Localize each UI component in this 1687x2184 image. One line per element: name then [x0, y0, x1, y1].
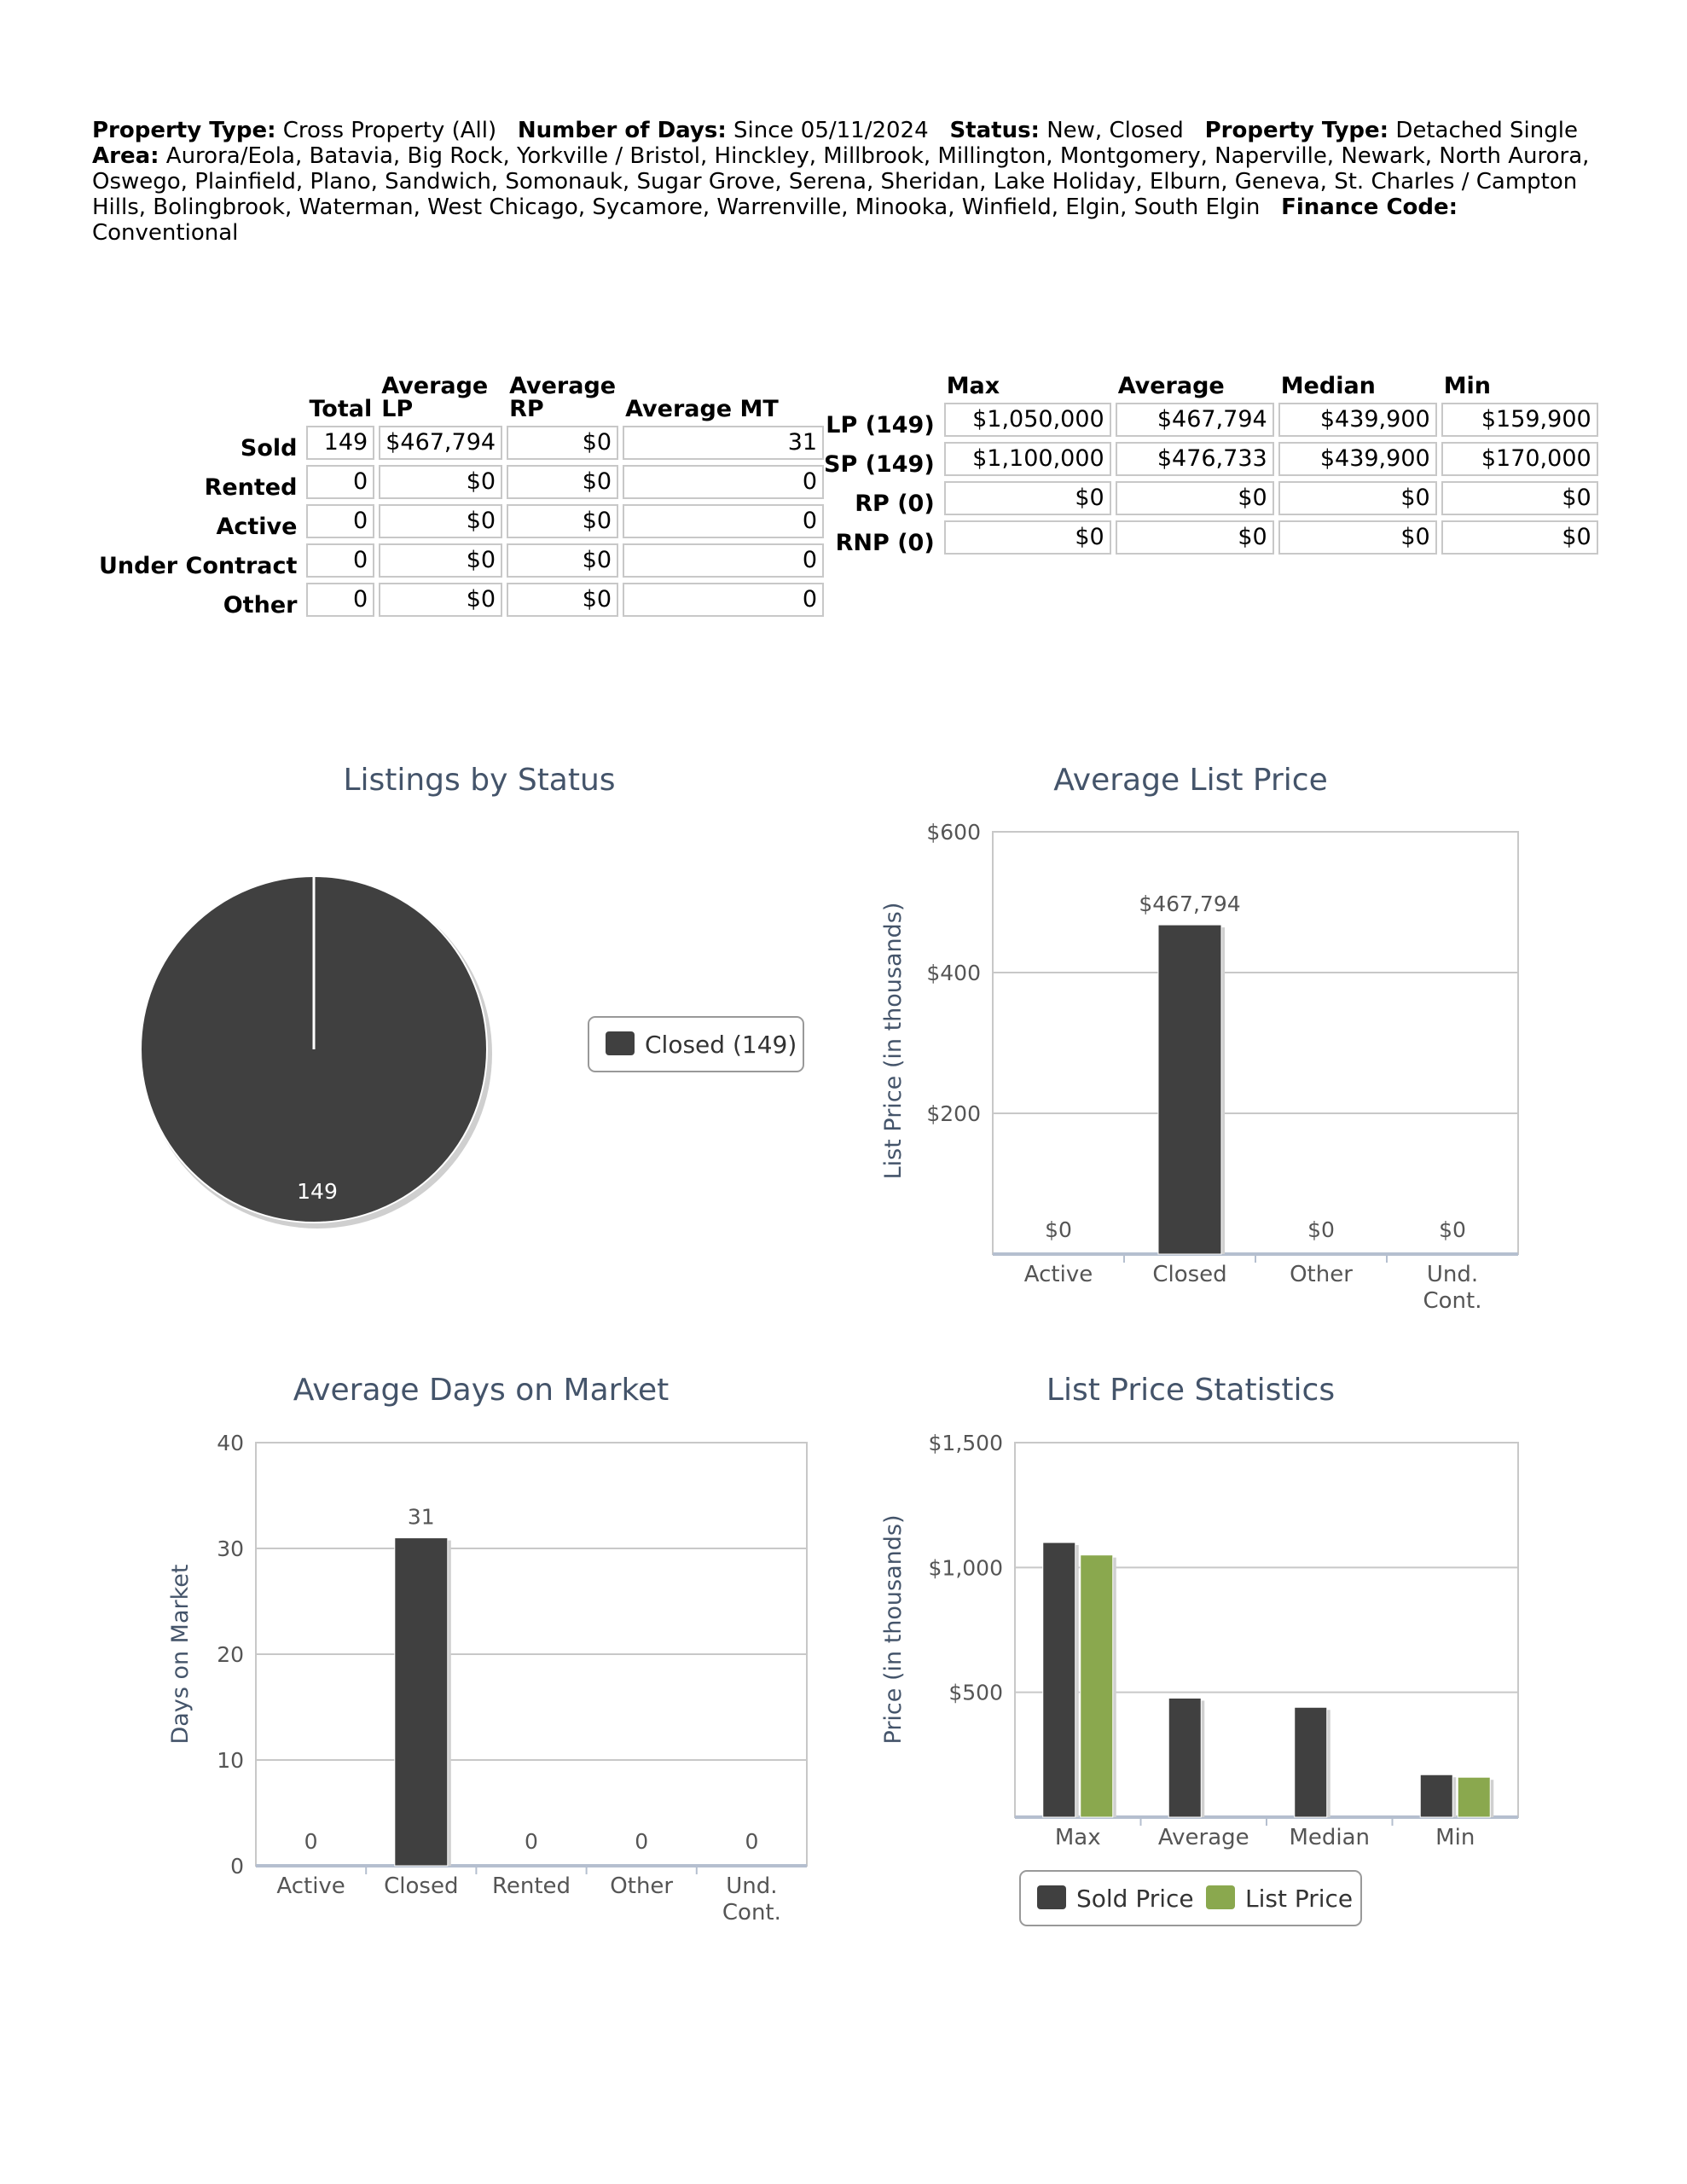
x-tick-label: Active — [1023, 1262, 1093, 1287]
average-list-price-chart — [853, 751, 1552, 1331]
table-cell: 0 — [623, 465, 824, 499]
table-cell: 0 — [306, 583, 374, 617]
table-cell: $1,050,000 — [944, 403, 1111, 437]
table-row — [96, 465, 824, 499]
legend-swatch — [1206, 1885, 1235, 1909]
table-cell: 0 — [306, 504, 374, 538]
table-cell: $0 — [507, 465, 618, 499]
x-tick-label: Und. Cont. — [1423, 1262, 1482, 1314]
x-tick-label: Other — [610, 1873, 674, 1899]
area-label: Area: — [92, 143, 159, 169]
y-tick-label: $200 — [926, 1101, 981, 1126]
summary-table — [92, 369, 828, 622]
status-label: Status: — [949, 118, 1040, 143]
y-axis-label: Price (in thousands) — [880, 1514, 907, 1745]
bar — [1420, 1774, 1452, 1817]
row-label: Under Contract — [99, 553, 298, 579]
data-label: 31 — [407, 1504, 435, 1530]
table-cell: $476,733 — [1116, 442, 1274, 476]
table-cell: $0 — [507, 426, 618, 460]
x-tick-label: Other — [1290, 1262, 1353, 1287]
chart-title: Listings by Status — [343, 763, 616, 798]
table-cell: $0 — [1441, 481, 1598, 515]
area-value: Aurora/Eola, Batavia, Big Rock, Yorkville / Bristol, Hinckley, Millbrook, Millington, Montgomery, Naperville, Newark, North Aurora, Oswego, Plainfield, Plano, Sandwich, Somonauk, Sugar Grove, Serena, Sheridan, Lake Holiday, Elburn, Geneva, St. Charles / Campton Hills, Bolingbrook, Waterman, West Chicago, Sycamore, Warrenville, Minooka, Winfield, Elgin, South Elgin — [92, 143, 1590, 220]
average-days-on-market-chart — [154, 1361, 836, 1949]
property-type-label: Property Type: — [92, 118, 276, 143]
table-cell: $1,100,000 — [944, 442, 1111, 476]
data-label: $0 — [1307, 1217, 1335, 1242]
x-tick-label: Min — [1435, 1825, 1475, 1850]
bar — [1043, 1542, 1075, 1817]
table-cell: $0 — [1441, 520, 1598, 555]
table-cell: $0 — [1278, 481, 1437, 515]
row-label: Other — [223, 592, 298, 619]
chart-title: Average Days on Market — [293, 1373, 670, 1408]
bar — [1158, 925, 1221, 1254]
data-label: 0 — [635, 1829, 649, 1854]
row-label: SP (149) — [824, 451, 935, 478]
chart-title: Average List Price — [1053, 763, 1328, 798]
row-label: Active — [216, 514, 298, 540]
days-value: Since 05/11/2024 — [733, 118, 929, 143]
x-tick-label: Active — [276, 1873, 345, 1899]
y-tick-label: $500 — [948, 1680, 1003, 1705]
property-type-value: Cross Property (All) — [282, 118, 497, 143]
table-row — [821, 442, 1598, 476]
legend-item: Sold Price — [1076, 1885, 1194, 1913]
search-criteria — [92, 118, 1610, 246]
table-cell: 149 — [306, 426, 374, 460]
y-tick-label: 10 — [217, 1748, 244, 1773]
table-cell: 0 — [306, 543, 374, 578]
row-label: Sold — [240, 435, 298, 462]
table-cell: $0 — [1278, 520, 1437, 555]
table-cell: $0 — [379, 504, 502, 538]
table-cell: $0 — [507, 543, 618, 578]
y-axis-label: List Price (in thousands) — [880, 902, 907, 1180]
table-cell: $0 — [1116, 520, 1274, 555]
summary-header: Average RP — [509, 373, 617, 422]
x-tick-label: Und. Cont. — [722, 1873, 781, 1926]
stats-header-row — [821, 375, 1598, 398]
y-tick-label: 30 — [217, 1536, 244, 1561]
legend-swatch — [606, 1031, 635, 1055]
table-row — [96, 504, 824, 538]
table-cell: $0 — [507, 583, 618, 617]
list-price-statistics-chart — [853, 1361, 1552, 1958]
y-tick-label: 40 — [217, 1431, 244, 1455]
table-cell: $0 — [379, 543, 502, 578]
table-cell: $439,900 — [1278, 442, 1437, 476]
bar — [1168, 1698, 1201, 1817]
data-label: $0 — [1045, 1217, 1072, 1242]
bar — [1458, 1777, 1490, 1817]
table-row — [821, 520, 1598, 555]
status-value: New, Closed — [1046, 118, 1184, 143]
finance-value: Conventional — [92, 220, 239, 246]
stats-header: Max — [946, 373, 1000, 399]
slice-label: 149 — [297, 1179, 338, 1204]
y-tick-label: $400 — [926, 961, 981, 985]
table-row — [821, 481, 1598, 515]
table-cell: $439,900 — [1278, 403, 1437, 437]
table-cell: $0 — [944, 520, 1111, 555]
stats-header: Min — [1443, 373, 1492, 399]
row-label: RP (0) — [855, 491, 935, 517]
property-type2-label: Property Type: — [1204, 118, 1389, 143]
data-label: $0 — [1439, 1217, 1466, 1242]
y-tick-label: 0 — [230, 1854, 244, 1879]
x-tick-label: Max — [1054, 1825, 1101, 1850]
data-label: $467,794 — [1139, 892, 1241, 917]
x-tick-label: Rented — [491, 1873, 571, 1899]
summary-header: Average MT — [625, 396, 779, 422]
data-label: 0 — [525, 1829, 538, 1854]
x-tick-label: Median — [1289, 1825, 1371, 1850]
stats-corner — [821, 375, 940, 398]
plot-area — [993, 832, 1518, 1254]
table-cell: $467,794 — [379, 426, 502, 460]
summary-header: Average LP — [381, 373, 489, 422]
legend-item: Closed (149) — [645, 1031, 797, 1059]
row-label: Rented — [204, 474, 298, 501]
table-row — [96, 426, 824, 460]
bar — [1295, 1707, 1327, 1817]
table-row — [96, 583, 824, 617]
x-tick-label: Average — [1157, 1825, 1249, 1850]
bar — [395, 1538, 448, 1866]
table-row — [96, 543, 824, 578]
row-label: LP (149) — [826, 412, 935, 439]
legend-swatch — [1037, 1885, 1066, 1909]
finance-label: Finance Code: — [1281, 195, 1458, 220]
data-label: 0 — [304, 1829, 318, 1854]
table-cell: $467,794 — [1116, 403, 1274, 437]
summary-header: Total — [309, 396, 373, 422]
stats-header: Average — [1117, 373, 1225, 399]
table-cell: $0 — [379, 465, 502, 499]
legend-item: List Price — [1245, 1885, 1354, 1913]
table-cell: $0 — [379, 583, 502, 617]
table-cell: $159,900 — [1441, 403, 1598, 437]
table-cell: $0 — [944, 481, 1111, 515]
table-cell: 0 — [623, 504, 824, 538]
property-type2-value: Detached Single — [1395, 118, 1578, 143]
table-cell: 0 — [623, 543, 824, 578]
row-label: RNP (0) — [835, 530, 935, 556]
y-tick-label: 20 — [217, 1642, 244, 1667]
summary-header-row — [96, 375, 824, 421]
summary-corner — [96, 375, 302, 421]
bar — [1081, 1555, 1113, 1817]
x-tick-label: Closed — [1152, 1262, 1227, 1287]
table-cell: $0 — [507, 504, 618, 538]
table-row — [821, 403, 1598, 437]
table-cell: $170,000 — [1441, 442, 1598, 476]
data-label: 0 — [745, 1829, 759, 1854]
table-cell: 0 — [623, 583, 824, 617]
y-axis-label: Days on Market — [167, 1564, 194, 1745]
table-cell: 31 — [623, 426, 824, 460]
chart-title: List Price Statistics — [1046, 1373, 1336, 1408]
listings-by-status-chart — [102, 751, 844, 1246]
days-label: Number of Days: — [517, 118, 727, 143]
x-tick-label: Closed — [384, 1873, 459, 1899]
y-tick-label: $600 — [926, 820, 981, 845]
stats-header: Median — [1280, 373, 1376, 399]
price-stats-table — [817, 369, 1603, 560]
table-cell: 0 — [306, 465, 374, 499]
table-cell: $0 — [1116, 481, 1274, 515]
y-tick-label: $1,000 — [928, 1555, 1003, 1581]
y-tick-label: $1,500 — [928, 1431, 1003, 1455]
